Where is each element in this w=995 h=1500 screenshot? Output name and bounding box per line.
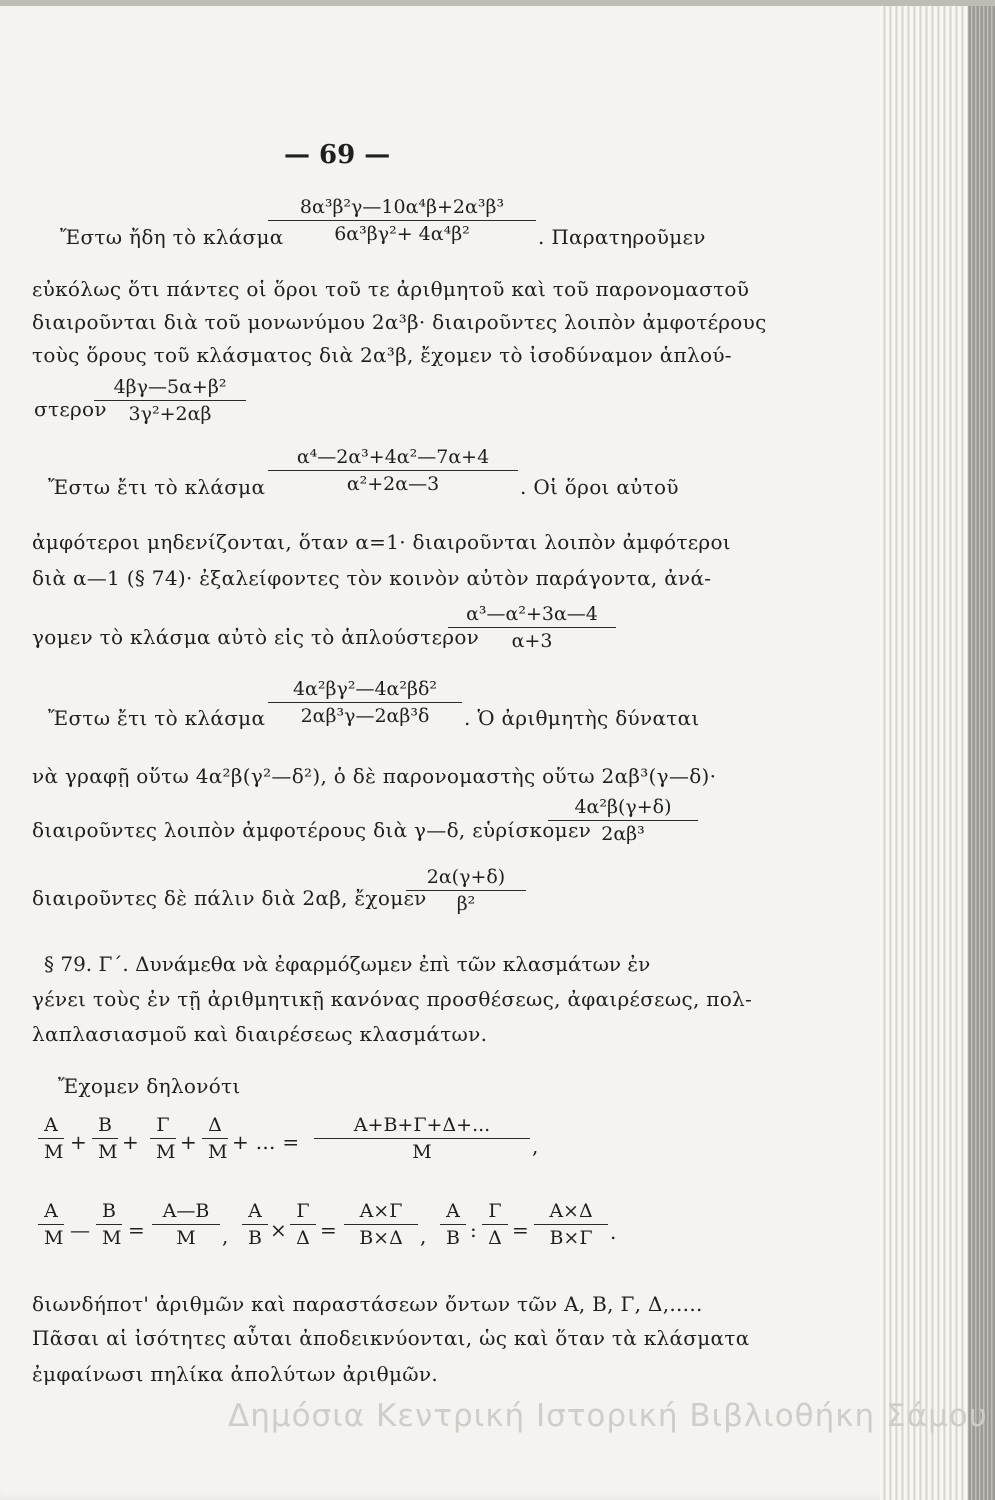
para1-line3: διαιροῦνται διὰ τοῦ μονωνύμου 2α³β· διαιροῦντες λοιπὸν ἀμφοτέρους [32, 310, 767, 334]
para3-result-fraction-2 [406, 866, 526, 915]
fraction-bar [268, 702, 462, 703]
eq2-minus: — [70, 1218, 91, 1242]
section-79-line1: § 79. Γ΄. Δυνάμεθα νὰ ἐφαρμόζωμεν ἐπὶ τῶν κλασμάτων ἐν [44, 952, 651, 976]
closing-line2: Πᾶσαι αἱ ἰσότητες αὗται ἀποδεικνύονται, ὡς καὶ ὅταν τὰ κλάσματα [32, 1326, 750, 1350]
fraction-bar [38, 1138, 64, 1139]
eq2-comma-1: , [222, 1224, 229, 1248]
para1-line5: στερον [34, 397, 107, 421]
para2-after: . Οἱ ὅροι αὐτοῦ [520, 475, 679, 499]
eq2-A: Α [44, 1200, 58, 1222]
fraction-bar [482, 1224, 508, 1225]
eq2-divide: : [470, 1218, 478, 1242]
eq2-G: Γ [488, 1200, 502, 1222]
para1-fraction [268, 196, 536, 245]
eq2-diff-denominator: Μ [176, 1227, 196, 1249]
eq1-M: Μ [156, 1141, 176, 1163]
fraction-denominator: 3γ²+2αβ [128, 403, 212, 425]
eq2-B: Β [248, 1227, 262, 1249]
book-binding-edge [968, 0, 995, 1500]
eq2-prod-numerator: Α×Γ [359, 1200, 403, 1222]
para2-line2: ἀμφότεροι μηδενίζονται, ὅταν α=1· διαιροῦνται λοιπὸν ἀμφότεροι [32, 530, 731, 554]
eq2-quot-denominator: Β×Γ [549, 1227, 593, 1249]
fraction-bar [94, 400, 246, 401]
eq2-equals-2: = [320, 1218, 338, 1242]
eq1-sum-denominator: Μ [412, 1141, 432, 1163]
fraction-bar [268, 220, 536, 221]
eq1-plus-2: + [122, 1130, 140, 1154]
para3-line3: διαιροῦντες λοιπὸν ἀμφοτέρους διὰ γ—δ, εὑρίσκομεν [32, 818, 592, 842]
eq2-M: Μ [102, 1227, 122, 1249]
section-79-line4: Ἔχομεν δηλονότι [58, 1074, 241, 1098]
eq2-M: Μ [44, 1227, 64, 1249]
para3-line4: διαιροῦντες δὲ πάλιν διὰ 2αβ, ἔχομεν [32, 886, 427, 910]
para1-intro: Ἔστω ἤδη τὸ κλάσμα [60, 225, 284, 249]
fraction-numerator: 4α²βγ²—4α²βδ² [292, 678, 438, 700]
eq2-prod-denominator: Β×Δ [359, 1227, 403, 1249]
para3-after: . Ὁ ἀριθμητὴς δύναται [464, 706, 700, 730]
fraction-numerator: 4α²β(γ+δ) [574, 796, 672, 818]
eq1-dots-equals: + ... = [232, 1130, 300, 1154]
eq2-comma-2: , [420, 1224, 427, 1248]
fraction-denominator: 2αβ³γ—2αβ³δ [300, 705, 430, 727]
fraction-denominator: α²+2α—3 [346, 473, 440, 495]
fraction-bar [242, 1224, 268, 1225]
eq2-A: Α [446, 1200, 460, 1222]
fraction-numerator: 4βγ—5α+β² [113, 376, 227, 398]
eq1-M: Μ [208, 1141, 228, 1163]
fraction-bar [448, 627, 616, 628]
eq2-D: Δ [296, 1227, 310, 1249]
fraction-numerator: α³—α²+3α—4 [466, 603, 598, 625]
fraction-bar [534, 1224, 608, 1225]
eq2-equals-1: = [128, 1218, 146, 1242]
scan-top-border [0, 0, 995, 6]
eq2-G: Γ [296, 1200, 310, 1222]
eq1-sum-numerator: Α+Β+Γ+Δ+... [353, 1114, 491, 1136]
para2-line3: διὰ α—1 (§ 74)· ἐξαλείφοντες τὸν κοινὸν αὐτὸν παράγοντα, ἀνά- [32, 566, 712, 590]
eq1-A: Α [44, 1114, 58, 1136]
fraction-bar [406, 890, 526, 891]
para1-result-fraction [94, 376, 246, 425]
eq2-period: . [610, 1220, 617, 1244]
para2-line4: γομεν τὸ κλάσμα αὐτὸ εἰς τὸ ἁπλούστερον [32, 625, 480, 649]
page-number: — 69 — [284, 140, 391, 170]
fraction-denominator: α+3 [511, 630, 553, 652]
eq1-D: Δ [208, 1114, 222, 1136]
eq2-equals-3: = [512, 1218, 530, 1242]
eq2-times: × [270, 1218, 288, 1242]
fraction-bar [92, 1138, 118, 1139]
para2-fraction [268, 446, 518, 495]
para1-line4: τοὺς ὅρους τοῦ κλάσματος διὰ 2α³β, ἔχομεν τὸ ἰσοδύναμον ἁπλού- [32, 343, 732, 367]
eq1-plus-1: + [70, 1130, 88, 1154]
fraction-bar [268, 470, 518, 471]
fraction-bar [440, 1224, 466, 1225]
fraction-bar [152, 1224, 220, 1225]
fraction-numerator: 2α(γ+δ) [426, 866, 506, 888]
fraction-bar [38, 1224, 64, 1225]
eq1-B: Β [98, 1114, 112, 1136]
fraction-bar [202, 1138, 228, 1139]
section-79-line2: γένει τοὺς ἐν τῇ ἀριθμητικῇ κανόνας προσθέσεως, ἀφαιρέσεως, πολ- [32, 987, 753, 1011]
closing-line1: διωνδήποτ' ἀριθμῶν καὶ παραστάσεων ὄντων τῶν Α, Β, Γ, Δ,..... [32, 1292, 703, 1316]
fraction-denominator: 2αβ³ [601, 823, 645, 845]
eq1-comma: , [532, 1134, 539, 1158]
para3-line2: νὰ γραφῇ οὕτω 4α²β(γ²—δ²), ὁ δὲ παρονομαστὴς οὕτω 2αβ³(γ—δ)· [32, 764, 717, 788]
para1-after: . Παρατηροῦμεν [538, 225, 706, 249]
fraction-bar [548, 820, 698, 821]
fraction-denominator: 6α³βγ²+ 4α⁴β² [334, 223, 470, 245]
fraction-bar [290, 1224, 316, 1225]
fraction-numerator: α⁴—2α³+4α²—7α+4 [296, 446, 490, 468]
eq2-B: Β [446, 1227, 460, 1249]
fraction-numerator: 8α³β²γ—10α⁴β+2α³β³ [299, 196, 505, 218]
fraction-bar [150, 1138, 176, 1139]
para2-result-fraction [448, 603, 616, 652]
closing-line3: ἐμφαίνωσι πηλίκα ἀπολύτων ἀριθμῶν. [32, 1362, 438, 1386]
fraction-denominator: β² [456, 893, 476, 915]
eq2-A: Α [248, 1200, 262, 1222]
fraction-bar [96, 1224, 122, 1225]
eq2-quot-numerator: Α×Δ [549, 1200, 593, 1222]
para3-intro: Ἔστω ἔτι τὸ κλάσμα [48, 706, 266, 730]
eq2-D: Δ [488, 1227, 502, 1249]
fraction-bar [344, 1224, 418, 1225]
fraction-bar [314, 1138, 530, 1139]
eq2-B: Β [102, 1200, 116, 1222]
para3-result-fraction-1 [548, 796, 698, 845]
eq1-plus-3: + [180, 1130, 198, 1154]
section-79-line3: λαπλασιασμοῦ καὶ διαιρέσεως κλασμάτων. [32, 1022, 488, 1046]
eq1-M: Μ [44, 1141, 64, 1163]
para1-line2: εὐκόλως ὅτι πάντες οἱ ὅροι τοῦ τε ἀριθμητοῦ καὶ τοῦ παρονομαστοῦ [32, 277, 750, 301]
para3-fraction [268, 678, 462, 727]
library-watermark: Δημόσια Κεντρική Ιστορική Βιβλιοθήκη Σάμου [228, 1398, 988, 1434]
eq1-G: Γ [156, 1114, 170, 1136]
eq1-M: Μ [98, 1141, 118, 1163]
eq2-diff-numerator: Α—Β [162, 1200, 210, 1222]
para2-intro: Ἔστω ἔτι τὸ κλάσμα [48, 475, 266, 499]
